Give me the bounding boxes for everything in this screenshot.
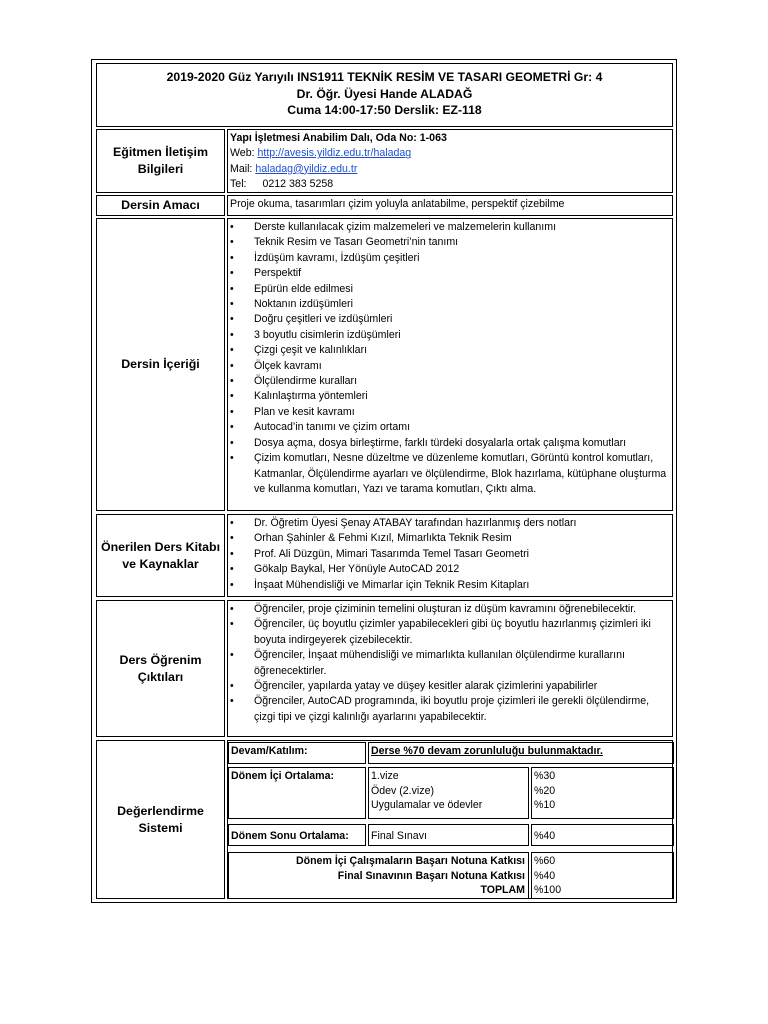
outcomes-list-cell xyxy=(227,600,673,737)
midterm-pct: %20 xyxy=(534,784,556,797)
summary-label: Dönem İçi Çalışmaların Başarı Notuna Katkısı xyxy=(295,855,525,867)
books-label: Önerilen Ders Kitabı ve Kaynaklar xyxy=(96,514,225,597)
attendance-label: Devam/Katılım: xyxy=(228,742,366,764)
list-item: • Öğrenciler, AutoCAD programında, iki boyutlu proje çizimleri ile gerekli ölçülendirme, çizgi tipi ve çizgi kalınlığı ayarlarını yapabilecektir. xyxy=(230,694,672,725)
list-item: • Gökalp Baykal, Her Yönüyle AutoCAD 2012 xyxy=(230,562,672,577)
list-item: • Prof. Ali Düzgün, Mimari Tasarımda Temel Tasarı Geometri xyxy=(230,547,672,562)
list-item: • Noktanın izdüşümleri xyxy=(230,297,672,312)
list-item: • Autocad’in tanımı ve çizim ortamı xyxy=(230,420,672,435)
final-item: Final Sınavı xyxy=(368,824,529,846)
books-list xyxy=(230,516,672,593)
schedule: Cuma 14:00-17:50 Derslik: EZ-118 xyxy=(287,103,482,117)
midterm-pct: %10 xyxy=(534,799,556,811)
list-item: • İzdüşüm kavramı, İzdüşüm çeşitleri xyxy=(230,251,672,266)
list-item: • Çizim komutları, Nesne düzeltme ve düzenleme komutları, Görüntü kontrol komutları, Katmanlar, Ölçülendirme ayarları ve ölçülendirme, Blok hazırlama, kütüphane oluşturma ve kullanma komutları, Yazı ve tarama komutları, Çıktı alma. xyxy=(230,451,672,497)
course-header xyxy=(96,63,673,127)
contact-info xyxy=(227,129,673,193)
list-item: • Derste kullanılacak çizim malzemeleri ve malzemelerin kullanımı xyxy=(230,220,672,235)
list-item: • Plan ve kesit kavramı xyxy=(230,405,672,420)
list-item: • Dosya açma, dosya birleştirme, farklı türdeki dosyalarla ortak çalışma komutları xyxy=(230,436,672,451)
books-list-cell xyxy=(227,514,673,597)
mail-link[interactable]: haladag@yildiz.edu.tr xyxy=(255,162,358,175)
midterm-item: 1.vize xyxy=(371,770,399,782)
web-link[interactable]: http://avesis.yildiz.edu.tr/haladag xyxy=(257,147,412,160)
summary-labels xyxy=(228,852,529,899)
list-item: • Öğrenciler, İnşaat mühendisliği ve mimarlıkta kullanılan ölçülendirme kurallarını öğrenecektirler. xyxy=(230,648,672,679)
contact-mail: Mail: haladag@yildiz.edu.tr xyxy=(230,162,358,175)
course-title: 2019-2020 Güz Yarıyılı INS1911 TEKNİK RESİM VE TASARI GEOMETRİ Gr: 4 xyxy=(166,70,603,84)
list-item: • Çizgi çeşit ve kalınlıkları xyxy=(230,343,672,358)
content-label: Dersin İçeriği xyxy=(96,218,225,511)
list-item: • Ölçek kavramı xyxy=(230,359,672,374)
list-item: • Teknik Resim ve Tasarı Geometri’nin tanımı xyxy=(230,235,672,250)
list-item: • Epürün elde edilmesi xyxy=(230,282,672,297)
outcomes-label: Ders Öğrenim Çıktıları xyxy=(96,600,225,737)
list-item: • Doğru çeşitleri ve izdüşümleri xyxy=(230,312,672,327)
aim-text: Proje okuma, tasarımları çizim yoluyla anlatabilme, perspektif çizebilme xyxy=(227,195,673,216)
summary-pct: %60 xyxy=(534,855,556,867)
contact-web: Web: http://avesis.yildiz.edu.tr/haladag xyxy=(230,147,412,160)
content-list xyxy=(230,220,672,497)
contact-tel: Tel: 0212 383 5258 xyxy=(230,178,334,191)
summary-pct: %40 xyxy=(534,869,556,882)
final-pct: %40 xyxy=(531,824,674,846)
midterm-item: Ödev (2.vize) xyxy=(371,784,434,797)
list-item: • Ölçülendirme kuralları xyxy=(230,374,672,389)
list-item: • İnşaat Mühendisliği ve Mimarlar için Teknik Resim Kitapları xyxy=(230,578,672,593)
list-item: • Kalınlaştırma yöntemleri xyxy=(230,389,672,404)
list-item: • Dr. Öğretim Üyesi Şenay ATABAY tarafından hazırlanmış ders notları xyxy=(230,516,672,531)
list-item: • Orhan Şahinler & Fehmi Kızıl, Mimarlıkta Teknik Resim xyxy=(230,531,672,546)
summary-label: Final Sınavının Başarı Notuna Katkısı xyxy=(337,869,525,882)
summary-pcts xyxy=(531,852,674,899)
summary-pct: %100 xyxy=(534,884,562,896)
attendance-text: Derse %70 devam zorunluluğu bulunmaktadır. xyxy=(368,742,674,764)
midterm-label: Dönem İçi Ortalama: xyxy=(228,767,366,819)
outcomes-list xyxy=(230,602,672,725)
aim-label: Dersin Amacı xyxy=(96,195,225,216)
evaluation-label: Değerlendirme Sistemi xyxy=(96,740,225,899)
list-item: • Öğrenciler, proje çiziminin temelini oluşturan iz düşüm kavramını öğrenebilecektir. xyxy=(230,602,672,617)
list-item: • Öğrenciler, üç boyutlu çizimler yapabilecekleri gibi üç boyutlu hazırlanmış çizimleri iki boyuta indirgeyerek çizebilecektir. xyxy=(230,617,672,648)
instructor-name: Dr. Öğr. Üyesi Hande ALADAĞ xyxy=(296,86,473,101)
list-item: • Perspektif xyxy=(230,266,672,281)
midterm-items xyxy=(368,767,529,819)
content-list-cell xyxy=(227,218,673,511)
midterm-pct: %30 xyxy=(534,770,556,782)
list-item: • Öğrenciler, yapılarda yatay ve düşey kesitler alarak çizimlerini yapabilirler xyxy=(230,679,672,694)
midterm-item: Uygulamalar ve ödevler xyxy=(371,799,483,811)
contact-dept: Yapı İşletmesi Anabilim Dalı, Oda No: 1-063 xyxy=(230,132,447,144)
summary-label: TOPLAM xyxy=(480,884,525,896)
final-label: Dönem Sonu Ortalama: xyxy=(228,824,366,846)
contact-label: Eğitmen İletişim Bilgileri xyxy=(96,129,225,193)
midterm-pcts xyxy=(531,767,674,819)
list-item: • 3 boyutlu cisimlerin izdüşümleri xyxy=(230,328,672,343)
